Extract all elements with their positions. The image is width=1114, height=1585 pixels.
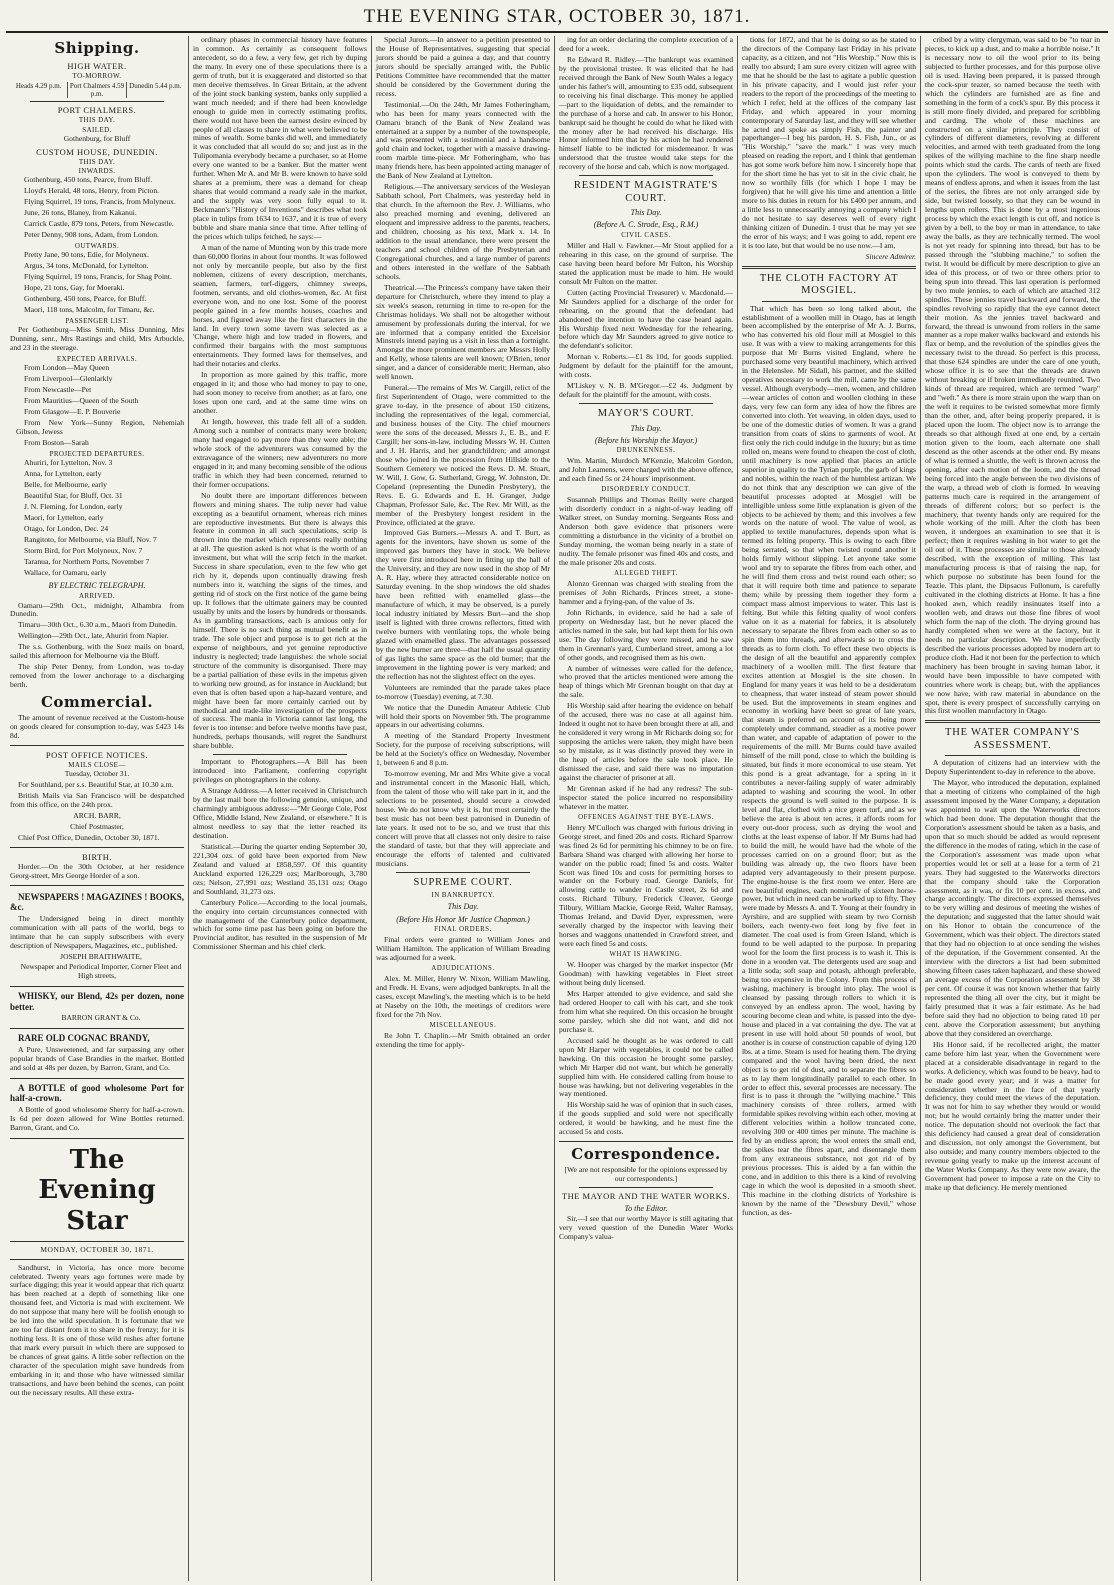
court-text: Re Edward R. Ridley.—The bankrupt was examined by the provisional trustee. It was elicited that he had received through the Bank of New South Wales a legacy under his father's will, amounting to £35 odd, subsequent to receiving his final discharge. This money he applied—part to the liquidation of debts, and the remainder to the purchase of a horse and cab. In answer to his Honor, bankrupt said he thought he could do what he liked with the money after he had received his discharge. His Honor informed him that by his action he had rendered himself liable to be indicted for misdemeanor. It was understood that the trustee would take steps for the recovery of the horse and cab, which is now mortgaged.: [559, 54, 733, 172]
ad-whisky: [10, 989, 184, 1029]
gothenburg-note: The s.s. Gothenburg, with the Suez mails on board, sailed this afternoon for Melbourne via the Bluff.: [10, 642, 184, 661]
list-item: J. N. Fleming, for London, early: [24, 502, 123, 512]
news-item: [193, 899, 367, 953]
list-item: Anna, for Lyttelton, early: [24, 469, 102, 479]
news-item: [376, 101, 550, 182]
mc-before: (Before his Worship the Mayor.): [594, 435, 698, 445]
columns: [6, 36, 1108, 1581]
court-text: Accused said he thought as he was ordered to call upon Mr Harper with vegetables, it could not be called hawking. On this occasion he brought some parsley, which Mr Harper did not want, but which he generally supplied him with. He considered calling from house to house was hawking, but not delivering vegetables in the way mentioned.: [559, 1035, 733, 1099]
miscellaneous-head: MISCELLANEOUS.: [429, 1021, 497, 1029]
court-text: John Richards, in evidence, said he had a sale of property on Wednesday last, but he never placed the articles named in the sale, but had kept them for his own use. The day following they were missed, and he saw them in Grennan's yard, Cumberland street, among a lot of other goods, and recognised them as his own.: [559, 607, 733, 662]
arch-barr: ARCH. BARR,: [73, 810, 121, 820]
editorial-paragraph: At length, however, this trade fell all of a sudden. Among such a number of contracts many were broken; many had engaged to pay more than they were able; the whole stock of the adventurers was consumed by the extravagance of the winners; new adventurers no more engaged in it; and many becoming sensible of the odious traffic in which they had been concerned, returned to their former occupations.: [193, 417, 367, 489]
court-text: Miller and Hall v. Fawkner.—Mr Stout applied for a rehearing in this case, on the ground of surprise. The case having been heard before Mr Fulton, his Worship stated the application must be made to him. He would consult Mr Fulton on the matter.: [559, 240, 733, 286]
issue-date: MONDAY, OCTOBER 30, 1871.: [40, 1244, 154, 1254]
court-text: Alonzo Grennan was charged with stealing from the premises of John Richards, Princes street, a stone-hammer and a frying-pan, of the value of 3s.: [559, 578, 733, 606]
list-item: Beautiful Star, for Bluff, Oct. 31: [24, 491, 123, 501]
column-5: [738, 36, 921, 1581]
by-telegraph-head: BY ELECTRIC TELEGRAPH.: [48, 580, 146, 590]
water-company-head: THE WATER COMPANY'S ASSESSMENT.: [945, 727, 1080, 751]
court-text: Mornan v. Roberts.—£1 8s 10d, for goods supplied. Judgment by default for the plaintiff for the amount, with costs.: [559, 352, 733, 380]
ad-text: The Undersigned being in direct monthly communication with all parts of the world, begs to intimate that he can supply subscribers with every description of Newspapers, Magazines, etc., published.: [10, 913, 184, 950]
editorial-text: Sandhurst, in Victoria, has once more become celebrated. Twenty years ago fortunes were made by surface digging; this year it would appear that rich quartz has been reached at a depth of something like one thousand feet, and Victoria is mad with excitement. We do not suppose that many here will be foolish enough to be led into the wild speculation. It is fortunate that we are too far distant from it to share in the frenzy; for it is nothing less. It is one of those wild rushes after fortune that mark every pursuit in which there are supposed to be chances of great gains. A little sober reflection on the character of the speculation might save hundreds from embarking in it; and those who have witnessed similar transactions, and have been behind the scenes, can point out the necessary results. All these extra-: [10, 1262, 184, 1397]
water-company-text: The Mayor, who introduced the deputation, explained that a meeting of citizens who complained of the high assessment imposed by the Water Company, a deputation was appointed to wait upon the Waterworks directors which had been done. The deputation thought that the Corporation's assessment should be taken as a basis, and upon that so much should be added as would represent the difference in the modes of rating, which in the case of the Corporation's assessment was made upon what properties would let or sell at a lease for a term of 21 years. They had suggested to the Waterworks directors that the company should take the Corporation assessment, as it was, or fix 10 per cent. in excess, and charge accordingly. The directors expressed themselves to be very willing and desirous of meeting the wishes of the deputation; and suggested that the latter should wait on his Honor to obtain the concurrence of the Government, which was their object. The directors stated that they had no objection to at once sending the wishes of the deputation, if the Government consented. At the interview with the directors a list had been submitted showing fifteen cases taken haphazard, and these showed an average excess of the Corporation assessment by 38 per cent. Of course it was not known whether that fairly represented the thing all over the city, but it might be fairly presumed that it was a fair estimate. As he had before said they had no objection to being rated 10 per cent. above the Corporation assessment; but anything above that they considered an overcharge.: [925, 778, 1100, 1038]
news-item: [193, 843, 367, 897]
birth-head: BIRTH.: [81, 851, 113, 862]
mayors-court-head: MAYOR'S COURT.: [597, 408, 695, 420]
court-text: His Worship said after hearing the evidence on behalf of the accused, there was no case at all against him. Indeed it ought not to have been brought there at all, and he considered it very wrong in Mr Richards doing so; for supposing the articles were taken, they might have been so by mistake, as it was distinctly proved they were in the heap of articles before the sale took place. He dismissed the case, and said there was no imputation against the character of prisoner at all.: [559, 701, 733, 782]
british-mails: British Mails via San Francisco will be despatched from this office, on the 24th prox.: [10, 790, 184, 809]
list-item: From Liverpool—Glenlarkly: [24, 374, 113, 384]
list-item: June, 26 tons, Blaney, from Kakanui.: [24, 208, 137, 218]
news-item: [376, 284, 550, 382]
telegraph-item: Wellington—29th Oct., late, Ahuriri from Napier.: [18, 631, 169, 641]
tide-dunedin: Dunedin 5.44 p.m.: [126, 82, 184, 99]
adjudications-head: ADJUDICATIONS.: [431, 965, 495, 973]
news-item: [376, 183, 550, 281]
list-item: Peter Denny, 908 tons, Adam, from London.: [24, 230, 159, 240]
water-company-text: His Honor said, if he recollected aright, the matter came before him last year, when the Government were placed at a considerable disadvantage in regard to the works. A deficiency, which was found to be heavy, had to be made good every year; and it was a matter for consideration whether in the face of that yearly deficiency, they could meet the views of the deputation. It was not for him to say whether they would or would not; but he would certainly bring the matter under their notice. The deputation should not overlook the fact that this deficiency had caused a great deal of consideration and discussion, not only amongst the Government, but also outside; and many country members objected to the revenue going yearly to make up the interest account of the Water Works Company. As they were now aware, the Government had power to impose a rate on the City to make up that deficiency. He merely mentioned: [925, 1039, 1100, 1192]
news-item-head: Special Jurors.: [384, 36, 430, 44]
news-item-head: Statistical.: [201, 841, 233, 851]
news-item-body: —The anniversary services of the Wesleyan Sabbath school, Port Chalmers, was yesterday held in that church. In the afternoon the Rev. J. Williams, who also preached morning and evening, delivered an eloquent and impressive address to the parents, teachers, and children, choosing as his text, Mark x. 14. In addition to the usual attendance, there were present the teachers and school children of the Presbyterian and Congregational churches, and a large number of parents and others interested in the welfare of the Sabbath schools.: [376, 182, 550, 281]
list-item: From Glasgow—E. P. Bouverie: [24, 407, 121, 417]
list-item: From Boston—Sarah: [24, 438, 89, 448]
ad-title: WHISKY, our Blend, 42s per dozen, none better.: [10, 991, 184, 1012]
mails-text: For Southland, per s.s. Beautiful Star, at 10.30 a.m.: [18, 779, 174, 789]
news-item: [193, 758, 367, 785]
news-item-body: —A letter received in Christchurch by the last mail bore the following genuine, unique, and charmingly ambiguous address:—"Mr George Cole, Post Office, Middle Island, New Zealand, or elsewhere." It is almost needless to say that the letter reached its destination.: [193, 786, 367, 840]
rm-before: (Before A. C. Strode, Esq., R.M.): [593, 220, 699, 230]
court-text: Susannah Phillips and Thomas Reilly were charged with disorderly conduct in a night-of-way leading off Walker street, on Sunday morning. Sergeants Ross and Anderson both gave evidence that prisoners were committing a disturbance in the vicinity of a brothel on Sunday morning, the woman being nearly in a state of nudity. The female prisoner was fined 40s and costs, and the male prisoner 20s and costs.: [559, 495, 733, 567]
passenger-text: Per Gothenburg—Miss Smith, Miss Dunning, Mrs Dunning, senr., Mrs Rastings and child, Mrs Arbuckle, and 23 in the steerage.: [10, 325, 184, 353]
ad-sign: BARRON GRANT & Co.: [61, 1013, 141, 1023]
ad-title: NEWSPAPERS ! MAGAZINES ! BOOKS, &c.: [10, 891, 184, 913]
rm-court-head: RESIDENT MAGISTRATE'S COURT.: [573, 180, 719, 204]
list-item: Pretty Jane, 90 tons, Edie, for Molyneux.: [24, 250, 149, 260]
list-item: Lloyd's Herald, 48 tons, Henry, from Picton.: [24, 186, 160, 196]
news-item-head: Canterbury Police.: [201, 897, 260, 907]
final-orders-head: FINAL ORDERS.: [434, 926, 492, 934]
this-day-label-3: This Day.: [447, 902, 479, 912]
news-item: [193, 787, 367, 841]
port-chalmers-head: PORT CHALMERS.: [57, 105, 137, 116]
court-text: M'Liskey v. N. B. M'Gregor.—£2 4s. Judgment by default for the plaintiff for the amount, with costs.: [559, 381, 733, 400]
disorderly-head: DISORDERLY CONDUCT.: [601, 486, 691, 494]
news-item-body: —According to the local journals, the enquiry into certain circumstances connected with the management of the Canterbury police department, which for some time past has been going on before the Provincial auditor, has resulted in the suspension of Mr Commissioner Sherman and his chief clerk.: [193, 897, 367, 952]
news-item-head: Improved Gas Burners.: [384, 528, 459, 538]
ad-cognac: [10, 1031, 184, 1078]
court-text: Cutten (acting Provincial Treasurer) v. Macdonald.—Mr Saunders applied for a discharge of the order for rehearing, on the ground that the defendant had abandoned the intention to have the case heard again. His Worship fixed next Wednesday for the rehearing, before which day Mr Saunders agreed to give notice to the defendant's solicitor.: [559, 287, 733, 351]
mc-this-day: This Day.: [630, 423, 662, 433]
news-item: [376, 36, 550, 99]
commercial-title: Commercial.: [40, 693, 154, 712]
ad-sign: Newspaper and Periodical Importer, Corner Fleet and High streets,: [20, 962, 182, 981]
news-item: [376, 770, 550, 868]
postmaster: Chief Postmaster,: [70, 821, 124, 831]
news-item-body: —On the 24th, Mr James Fotheringham, who has been for many years connected with the Oamaru branch of the Bank of New Zealand was entertained at a supper by a number of the townspeople, and was presented with a testimonial and a handsome gold chain and locket, together with a massive drawing-room marble time-piece. Mr Fotheringham, who has many friends here, has been appointed acting manager of the Bank of New Zealand at Lyttelton.: [376, 99, 550, 181]
list-item: Maori, 118 tons, Malcolm, for Timaru, &c.: [24, 305, 155, 315]
news-item-body: —In answer to a petition presented to the House of Representatives, suggesting that special jurors should be paid a guinea a day, and that country jurors should be specially arranged with, the Public Petitions Committee have recommended that the matter should be considered by the Government during the recess.: [376, 36, 551, 98]
list-item: Hope, 21 tons, Gay, for Moeraki.: [24, 283, 125, 293]
news-item-body: —During the quarter ending September 30, 221,304 ozs. of gold have been exported from New Zealand and valued at £858,597. Of this quantity Auckland exported 126,229 ozs; Marlborough, 3,780 ozs; Nelson, 27,991 ozs; Westland 35,131 ozs; Otago and Southland, 31,273 ozs.: [193, 841, 367, 896]
list-item: Carrick Castle, 879 tons, Peters, from Newcastle.: [24, 219, 174, 229]
letter-head: THE MAYOR AND THE WATER WORKS.: [561, 1190, 731, 1201]
column-1: [6, 36, 189, 1581]
list-item: From Mauritius—Queen of the South: [24, 396, 139, 406]
list-item: Gothenburg, 450 tons, Pearce, for Bluff.: [24, 294, 147, 304]
before-label: (Before His Honor Mr Justice Chapman.): [396, 914, 530, 924]
list-item: Maori, for Lyttelton, early: [24, 513, 104, 523]
ad-newspapers: [10, 890, 184, 988]
passenger-list-head: PASSENGER LIST.: [65, 317, 129, 326]
sailed-label: SAILED.: [82, 125, 112, 134]
news-item-head: Religious.: [384, 182, 416, 192]
news-item-head: Testimonial.: [384, 99, 422, 109]
news-item: [376, 529, 550, 681]
ad-text: A Bottle of good wholesome Sherry for half-a-crown. Is 6d per dozen allowed for Wine Bottles returned. Barron, Grant, and Co.: [10, 1104, 184, 1132]
sailed-line: Gothenburg, for Bluff: [63, 133, 131, 143]
rm-this-day: This Day.: [630, 208, 662, 218]
list-item: Flying Squirrel, 19 tons, Francis, for Shag Point.: [24, 272, 172, 282]
news-item-body: —Messrs A. and T. Burt, as agents for the inventors, have shown us some of the improved gas burners they have in stock. We believe they were first introduced here in fitting up the hall of the University, and they are now used in the shop of Mr A. R. Hay, where they attracted considerable notice on Saturday evening. In the shop windows the old shades have been refitted with enamelled glass—the manufacture of which, it may be observed, is a purely local industry initiated by Messrs Burt—and the shop itself is lighted with three crowns reflectors, fitted with twelve burners with ventilating tops, the whole being glazed with enamelled glass. The advantages possessed by the new burner are three—that half the usual quantity of gas lights the same space as the old burner; that the improvement in the lighting power is very marked; and the reflection has not the slightest effect on the eyes.: [376, 528, 550, 681]
column-3: [372, 36, 555, 1581]
ad-title: RARE OLD COGNAC BRANDY,: [18, 1033, 150, 1044]
ad-port: [10, 1081, 184, 1139]
cloth-factory-text: cribed by a witty clergyman, was said to be "to tear in pieces, to kick up a dust, and to make a horrible noise." It is necessary now to oil the wool prior to its being subjected to further processes, and for this purpose olive oil is used. Having been prepared, it is passed through the cock-spur teazer, so named because the teeth with which the cylinders are furnished are as fine and something in the form of a cock's spur. By this process it is still more finely divided, and prepared for scribbling and carding. The whole of these machines are constructed on a similar principle. They consist of cylinders of different diameters, revolving at different velocities, and armed with teeth graduated from the long spikes of the willying machine to the fine sharp needle points which stud the cards. The cards of teeth are fixed upon the cylinders. The wool is conveyed to them by means of endless aprons, and when it issues from the last of the series, the fibres are not only arranged side by side, but twisted loosely, so that they can be wound in lengths upon rollers. This is done by a most ingenious process by which the exact length is cut off, and notice is given by a bell, to the boy or man in attendance, to take away the balls, as they are technically termed. The wool is not yet ready for spinning into thread, but has to be passed through the "slubbing machine," to soften the twist. It would be difficult by mere description to give an idea of this process, or of two or three others prior to being spun into thread. This last operation is performed by two mule jennies, to each of which are attached 312 spindles. These jennies travel backward and forward, the spindles revolving so rapidly that the eye cannot detect their motion. As the jennies travel backward and forward, the thread is unwound from rollers in the same manner as a rope maker walks backward and extends his flax or hemp, and the revolution of the spindles gives the necessary twist to the thread. So perfect is this process, that those 624 spindles are under the care of one youth, whose office it is to see that the threads are drawn without breaking or if broken immediately reunited. Two kinds of thread are required, which are termed "warp" and "weft." As there is more strain upon the warp than on the weft it requires to be twisted somewhat more firmly than the other, and, after being properly prepared, it is placed upon the loom. The object now is to arrange the threads so that although fixed at one end, by a certain motion given to the loom, each alternate one shall descend as the other ascends at the other end. By means of what is termed a shuttle, the weft is thrown across the opening, after each motion of the loom, and the thread being forced into the angle between the two divisions of the warp, a thread web of cloth is formed. In weaving patterns much care is required in the arrangement of threads of different colors; but so perfect is the machinery, that twenty hands only are required for the whole working of the mill. After the cloth has been woven, it undergoes an examination to see that it is perfect; then it requires washing in hot water to get the oil out of it. These processes are similar to those already described, with the exception of milling. This last manufacturing process is that of raising the nap, for which purpose no substitute has been found for the Teazle. This plant, the Dipsacus Fullonum, is carefully cultivated in the clothing districts at Home. It has a fine hooked awn, which readily insinuates itself into a woollen web, and draws out those fine fibres of wool which form the nap of the cloth. The drying ground has hardly completed when we were at the factory, but it needs no particular description. We have imperfectly described the various processes adopted by modern art to produce cloth. Had it not been for the perfection to which machinery has been brought in saving human labor, it would have been impossible to have competed with countries where work is cheap; but, with the appliances we now have, with raw material in abundance on the spot, there is every prospect of successfully carrying on this first woollen manufactory in Otago.: [925, 36, 1100, 716]
list-item: From Newcastle—Pet: [24, 385, 92, 395]
bankruptcy-head: IN BANKRUPTCY.: [431, 891, 495, 900]
court-text: ing for an order declaring the complete execution of a deed for a week.: [559, 36, 733, 53]
post-office-head: POST OFFICE NOTICES.: [45, 749, 149, 760]
news-item-head: Important to Photographers.: [201, 757, 297, 767]
letter-signature: Sincere Admirer.: [865, 251, 916, 261]
list-item: Ahuriri, for Lyttelton, Nov. 3: [24, 458, 113, 468]
news-item-body: Mr and Mrs White give a vocal and instrumental concert in the Masonic Hall, which, from the talent of those who will take part in it, and the selections to be presented, should secure a crowded house. We do not know why it is, but most certainly the best music has not been best patronised in Dunedin of late years. It used not to be so, and we trust that this concert will prove that all classes not only desire to raise the standard of taste, but that they will appreciate and encourage the efforts of talented and cultivated musicians.: [376, 769, 550, 868]
expected-arrivals-head: EXPECTED ARRIVALS.: [56, 355, 138, 364]
list-item: Storm Bird, for Port Molyneux, Nov. 7: [24, 545, 143, 555]
news-item: [376, 384, 550, 527]
news-item-head: Funeral.: [384, 383, 410, 393]
supreme-court-head: SUPREME COURT.: [413, 876, 513, 888]
news-item-body: —The Princess's company have taken their departure for Christchurch, where they intend to play a six week's season, returning in time to re-open for the Christmas holidays. We shall not be altogether without amusement by professionals during the interval, for we are informed that a company entitled the Excelsior Minstrels intend paying us a visit in less than a fortnight. Amongst the more prominent members are Messrs Holly and Kelly, whose talents are well known; O'Brien, tenor singer, and a dancer of considerable merit; Herman, also well known.: [376, 282, 550, 382]
telegraph-item: Timaru—30th Oct., 6.30 a.m., Maori from Dunedin.: [18, 620, 177, 630]
court-text: His Worship said he was of opinion that in such cases, if the goods supplied and sold were not specifically ordered, it would be hawking, and he must fine the accused 5s and costs.: [559, 1100, 733, 1137]
commercial-text: The amount of revenue received at the Custom-house on goods cleared for consumption to-day, was £423 14s 8d.: [10, 712, 184, 740]
list-item: Otago, for London, Dec. 24: [24, 524, 109, 534]
list-item: Gothenburg, 450 tons, Pearce, from Bluff.: [24, 175, 153, 185]
court-text: Henry M'Culloch was charged with furious driving in George street, and fined 20s and costs. Richard Sparrow was fined 2s 6d for permitting his chimney to be on fire. Barbara Shand was charged with allowing her horse to wander on the public road; fined 5s and costs. Walter Scott was fined 10s and costs for permitting horses to wander on the Forbury road. George Daniels, for allowing cattle to wander in Castle street, 2s 6d and costs. Richard Tilbury, Frederick Cleaver, George Tilbury, William Mackie, George Reid, Walter Ramsay, Thomas Ireland, and David Dyer, expressmen, were severally charged by the inspector with leaving their horses and waggons unattended in Crawford street, and were each fined 5s and costs.: [559, 822, 733, 949]
court-text: W. Hooper was charged by the market inspector (Mr Goodman) with hawking vegetables in Fleet street without being duly licensed.: [559, 960, 733, 988]
column-6: [921, 36, 1104, 1581]
news-item-body: —A Bill has been introduced into Parliament, conferring copyright privileges on photographers in the colony.: [193, 757, 367, 785]
miscellaneous-text: Re John T. Chaplin.—Mr Smith obtained an order extending the time for apply-: [376, 1030, 550, 1049]
outwards-label: OUTWARDS.: [74, 242, 120, 251]
ad-text: A Pure, Unsweetened, and far surpassing any other popular brands of Case Brandies in the market. Bottled and sold at 48s per dozen, by Barron, Grant, and Co.: [10, 1044, 184, 1072]
list-item: Belle, for Melbourne, early: [24, 480, 107, 490]
tide-port-chalmers: Port Chalmers 4.59 p.m.: [67, 82, 125, 99]
mails-close: MAILS CLOSE—: [68, 760, 126, 769]
list-item: From London—May Queen: [24, 363, 110, 373]
high-water-head: HIGH WATER.: [67, 60, 127, 71]
list-item: Rangitoto, for Melbourne, via Bluff, Nov. 7: [24, 535, 157, 545]
court-text: Mr Grennan asked if he had any redress? The sub-inspector stated the police incurred no responsibility whatever in the matter.: [559, 783, 733, 811]
this-day-label: THIS DAY.: [78, 116, 116, 125]
water-company-text: A deputation of citizens had an interview with the Deputy Superintendent to-day in reference to the above.: [925, 758, 1100, 777]
editorial-paragraph: No doubt there are important differences between flowers and mining shares. The tulip never had value excepting as a beautiful ornament, whereas rich mines are reproductive investments. But there is always this feature in common in all such speculations, scrip is thrown into the market which represents really nothing at all. The question asked is not what is the worth of an investment, but what will the scrip fetch in the market. Success in share speculation, even to the few who get rich by it, depends upon continually drawing fresh numbers into it, watching the signs of the times, and getting rid of stock on the first notice of the game being up. It follows that the ultimate gainers may be counted usually by units and the losers by hundreds or thousands. As in gambling transactions, each is anxious only for himself. There is no such thing as mutual benefit as in trade. The sole object and purpose is to get rich at the expense of neighbours, and yet genuine reproductive industry is neglected; trade languishes: the whole social structure of the community is disorganised. There may be a partial palliation of these evils in the impetus given to working new ground, as for instance in Auckland; but even that is often based upon a hap-hazard venture, and might have been far more certainly carried out by methodical and trade-like investigation of the prospects of success. The mania in Victoria cannot last long, the fever is too intense: and before twelve months have past, hundreds, perhaps thousands, will regret the Sandhurst share bubble.: [193, 490, 367, 751]
telegraph-item: Oamaru—29th Oct., midnight, Alhambra from Dunedin.: [10, 600, 184, 619]
news-item: A meeting of the Standard Property Investment Society, for the purpose of receiving subscriptions, will be held at the Society's office on Wednesday, November 1, between 6 and 8 p.m.: [376, 731, 550, 768]
drunkenness-head: DRUNKENNESS.: [616, 447, 676, 455]
letter-text: tions for 1872, and that he is doing so as he stated to the directors of the Company last Friday in his private capacity, as a citizen, and not "His Worship." Now this is really too absurd; I am sure every citizen will agree with me that he should be the last to agitate a public question in his private capacity, and I would just refer your readers to the report of the proceedings of the meeting to which I refer, held at the offices of the company last Friday, and which appeared in your morning contemporary of Saturday last, and they will see whether he acted and spoke as simply Fish, the painter and paperhanger—I beg his pardon, H. S. Fish, Jun., or as "His Worship," "save the mark." I was very much pleased on reading the report, and I think that gentleman has got some work before him now. I sincerely hope that for the short time he has yet to sit in the civic chair, he now so worthily fills (for which I hope I may be forgiven) that he will give his time and attention a little more to his duties in return for his £400 per annum, and a little less to unnecessarily annoying a company which I do not hesitate to say deserves well of every right thinking citizen of Dunedin. I trust that he may yet see the error of his ways; and I was going to add, repent ere it is too late, but that would be no use now.—I am,: [742, 36, 916, 250]
po-footer: Chief Post Office, Dunedin, October 30, 1871.: [18, 832, 160, 842]
news-item-head: A Strange Address.: [201, 786, 260, 796]
court-text: Wm. Martin, Murdoch M'Kenzie, Malcolm Gordon, and John Leamens, were charged with the above offence, and each fined 5s or 24 hours' imprisonment.: [559, 456, 733, 484]
court-text: A number of witnesses were called for the defence, who proved that the articles mentioned were among the heap of things which Mr Grennan bought on that day at the sale.: [559, 663, 733, 700]
inwards-label: INWARDS.: [78, 167, 116, 176]
letter-text: Sir,—I see that our worthy Mayor is still agitating that very vexed question of the Dunedin Water Works Company's valua-: [559, 1214, 733, 1242]
shipping-title: Shipping.: [54, 39, 140, 57]
column-2: [189, 36, 372, 1581]
cloth-factory-head: THE CLOTH FACTORY AT MOSGIEL.: [759, 272, 899, 297]
hawking-head: WHAT IS HAWKING.: [609, 951, 683, 959]
news-item-head: To-morrow evening,: [384, 769, 448, 779]
news-item-head: Theatrical.: [384, 282, 417, 292]
list-item: From New York—Sunny Region, Nehemiah Gibson, Jewess: [16, 418, 184, 437]
news-item: We notice that the Dunedin Amateur Athletic Club will hold their sports on November 9th. The programme appears in our advertising columns.: [376, 702, 550, 730]
mails-day: Tuesday, October 31.: [64, 768, 130, 778]
column-4: [555, 36, 738, 1581]
adjudications-text: Alex. M. Miller, Henry W. Nixon, William Mawling, and Fredk. H. Evans, were adjudged bankrupts. In all the cases, except Mawling's, the meeting which is to be held at Naseby on the 10th, the meetings of creditors were fixed for the 7th Nov.: [376, 974, 550, 1019]
to-editor: To the Editor.: [624, 1203, 668, 1213]
evening-star-title: The Evening Star: [38, 1144, 156, 1237]
editorial-paragraph: ordinary phases in commercial history have features in common. As certainly as consequent follows antecedent, so do a few, a very few, get rich by duping the many. In every one of these speculations there is a germ of truth, but it is exaggerated and distorted so that men deceive themselves. In Great Britain, at the advent of the joint stock banking system, banks only supplied a want much needed; and if there had been knowledge enough to guide men in correctly estimating profits, there would not have been the earnest desire evinced by people of all classes to share in what were believed to be mines of wealth. Some banks did well, and immediately it was concluded that all would do so; and just as in the Tulipomania everybody became a purchaser, so at Home every one wanted to be a banker. But the matter went further. When Mr A. and Mr B. were known to have sold shares at a premium, there was a demand for cheap shares that would command a ready sale in the market, and the supply was very soon fully equal to it. Beckmann's "History of Inventions" describes what took place in tulips from 1634 to 1637, and it is true of every bubble and share mania since that time. After telling of the prices which tulips fetched, he says:—: [193, 36, 367, 241]
correspondence-note: [We are not responsible for the opinions expressed by our correspondents.]: [564, 1164, 728, 1183]
tide-table: [10, 82, 184, 99]
news-item: Volunteers are reminded that the parade takes place to-morrow (Tuesday) evening, at 7.30.: [376, 682, 550, 701]
cloth-factory-text: That which has been so long talked about, the establishment of a woollen mill in Otago, has at length been accomplished by the enterprise of Mr A. J. Burns, who has converted his old flour mill at Mosgiel to this use. It was with a view to making arrangements for this purpose that Mr Burns visited England, where he purchased some very beautiful machinery, which arrived in the Helenslee. Mr Sidall, his partner, and the skilled operatives necessary to work the mill, came by the same vessel. Although everybody—men, women, and children—wear articles of cotton and woollen clothing in these days, very few can form any idea of how the fibres are converted into cloth. Yet weaving, in olden days, used to be one of the domestic duties of women. It was a grand transition from coats of skins to garments of wool. At first only the rich could indulge in the luxury; but as time rolled on, means were found to cheapen the cost of cloth, until machinery is now applied that places an article superior in quality to the Tyrian purple, the garb of kings and nobles, within the reach of the humblest artizan. We do not think that any description we can give of the beautiful processes adopted at Mosgiel will be intelligible unless some little explanation is given of the objects to be achieved by them; and this involves a few words on the nature of wool. The value of wool, as applied to textile manufactures, depends upon what is termed its felting property. This is owing to each fibre being serrated, so that when twisted round another it holds firmly without slipping. Let anyone take some wool and try to separate the fibres from each other, and he will find them cross and twist round each other; so that it will require both time and patience to separate them; while by pressing them together they form a compact mass almost impervious to water. This last is felting. But while this felting quality of wool confers value on it as a material for fabrics, it is absolutely necessary to separate the fibres from each other so as to spin them into threads, and afterwards so to cross the threads as to form cloth. To effect these two objects is the design of all the beautiful and apparently complex machinery of a woollen mill. The first feature that excites attention at Mosgiel is the site chosen. In England for many years it was held to be a desideratum to cheapness, that water instead of steam power should be used. But the improvements in steam engines and economy in working have been so great of late years, that steam is preferred on account of its being more completely under command, steadier as a motive power than water, and capable of adaptation of power to the requirements of the mill. Mr Burns could have availed himself of the mill pond, close to which the building is situated, but finds it more economical to use steam. Yet this pond is a great advantage, for a spring in it contributes a never-failing supply of water admirably adapted to washing and scouring the wool. In other respects the ground is well suited to the purpose. It is level and flat, clothed with a nice green turf, and as we believe the area is about ten acres, it affords room for every out-door process, such as drying the wool and cloths at the least expense of labor. If Mr Burns had had to build the mill, he would have had the whole of the processes carried on on a ground floor; but as the building was already up, the two floors have been adapted very advantageously to their present purpose. The engine-house is the first room we enter. Here are two beautiful engines, each nominally of sixteen horse-power, but which in need can be worked up to fifty. They were made by Messrs A. and T. Young at their foundry in Ayrshire, and are supplied with steam by two Cornish boilers, each twenty-two feet long by five feet in diameter. The coal used is from Green Island, which is found to be well adapted to the purpose. In preparing wool for the loom the first process is to wash it. This is done in a wooden vat. The detergents used are soap and a little soda; soft soap and potash, although preferable, being too expensive in the Colony. From this process of washing, machinery is brought into play. The wool is cleansed by passing through rollers to which it is conveyed by an endless apron. The wool, having by scouring become clean and white, is passed into the dye-house and placed in a vat containing the dye. The vat at present in use will hold about 50 pounds of wool, but another is in course of construction capable of dying 120 lbs. at a time. Steam is used for heating them. The drying compared and the wool having been dried, the next object is to get rid of dust, and to separate the fibres so as to lay them longitudinally parallel to each other. In order to effect this, several processes are necessary. The first is to pass it through the "willying machine." This machinery consists of three rollers, armed with formidable spikes revolving within each other, moving at different velocities within a hollow truncated cone, revolving 300 or 400 times per minute. The machine is fed by an endless apron; the wool enters the small end, the spikes tear the fibres apart, and disentangle them from any extraneous substance, not got rid of by previous processes. This is aided by a fan within the cone, and in addition to this there is a kind of revolving cage in which the wool is deposited in a smooth sheet. This machine in the clothing districts of Yorkshire is known by the name of the "Dewsbury Devil," whose function, as des-: [742, 303, 916, 1217]
list-item: Taranua, for Northern Ports, November 7: [24, 556, 150, 566]
projected-departures-head: PROJECTED DEPARTURES.: [49, 450, 145, 459]
ad-title: A BOTTLE of good wholesome Port for half-a-crown.: [10, 1082, 184, 1104]
list-item: Wallace, for Oamaru, early: [24, 567, 107, 577]
tomorrow-label: TO-MORROW.: [72, 71, 122, 80]
offences-head: OFFENCES AGAINST THE BYE-LAWS.: [578, 813, 714, 821]
arrived-label: ARRIVED.: [78, 592, 116, 601]
list-item: Argus, 34 tons, McDonald, for Lyttelton.: [24, 261, 149, 271]
ad-sign: JOSEPH BRAITHWAITE,: [60, 951, 142, 961]
custom-house-head: CUSTOM HOUSE, DUNEDIN.: [36, 146, 158, 157]
this-day-label-2: THIS DAY.: [78, 157, 116, 166]
tide-heads: Heads 4.29 p.m.: [15, 81, 62, 90]
list-item: Flying Squirrel, 19 tons, Francis, from Molyneux.: [24, 197, 176, 207]
correspondence-title: Correspondence.: [571, 1145, 721, 1164]
editorial-paragraph: In proportion as more gained by this traffic, more engaged in it; and those who had money to pay to one, had soon money to receive from another; as at faro, one loses upon one card, and at the same time wins on another.: [193, 370, 367, 416]
final-orders-text: Final orders were granted to William Jones and William Hamilton. The application of William Breading was adjourned for a week.: [376, 935, 550, 963]
alleged-theft-head: ALLEGED THEFT.: [614, 569, 678, 577]
editorial-paragraph: A man of the name of Munting won by this trade more than 60,000 florins in about four months. It was followed not only by mercantile people, but also by the first noblemen, citizens of every description, merchants, seamen, farmers, turf-diggers, chimney sweeps, footmen, servants, and old clothes-women, &c. At first everyone won, and no one lost. Some of the poorest people gained in a few months houses, coaches and horses, and figured away like the first characters in the land. In every town some tavern was selected as a 'Change, where high and low traded in flowers, and confirmed their bargains with the most sumptuous entertainments. They formed laws for themselves, and had their notaries and clerks.: [193, 242, 367, 369]
news-item-body: —The remains of Mrs W. Cargill, relict of the first Superintendent of Otago, were committed to the grave to-day, in the presence of about 150 citizens, including the representatives of the legal, commercial, and business houses of the City. The chief mourners were the sons of the deceased, Messrs J., E. B., and F. Cargill; her sons-in-law, including Messrs W. H. Cutten and J. H. Harris, and her grandchildren; and amongst those who joined in the procession from Hillside to the Southern Cemetery we noticed the Revs. D. M. Stuart, W. Will, J. Gow, G. Sutherland, Gregg, W. Johnston, Dr. Copeland (representing the Dunedin Presbytery), the Revs. E. G. Edwards and E. H. Granger, Judge Chapman, Professor Sale, &c. The Rev. Mr Will, as the member of the Presbytery longest resident in the Province, officiated at the grave.: [376, 383, 550, 527]
birth-text: Horder.—On the 30th October, at her residence Georg-street, Mrs George Horder of a son.: [10, 861, 184, 880]
peter-denny-note: The ship Peter Denny, from London, was to-day removed from the lower anchorage to a discharging berth.: [10, 662, 184, 690]
court-text: Mrs Harper attended to give evidence, and said she had ordered Hooper to call with his cart, and she took from him what she required. On this occasion he brought some parsley, which she did not want, and did not purchase it.: [559, 988, 733, 1034]
masthead: THE EVENING STAR, OCTOBER 30, 1871.: [6, 4, 1108, 33]
civil-cases-head: CIVIL CASES.: [621, 231, 671, 239]
